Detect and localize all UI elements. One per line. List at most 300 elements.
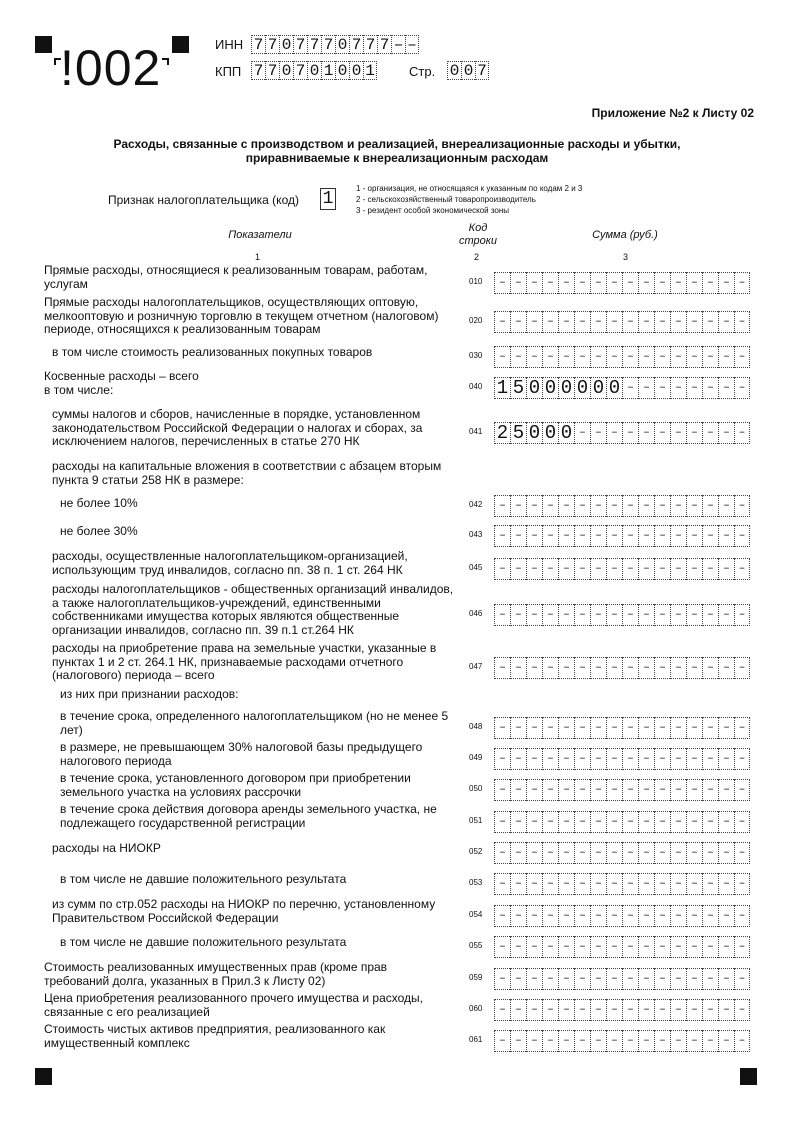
- amount-digit-cell[interactable]: –: [734, 748, 750, 770]
- amount-digit-cell[interactable]: –: [494, 1030, 510, 1052]
- amount-digit-cell[interactable]: –: [494, 604, 510, 626]
- amount-digit-cell[interactable]: –: [542, 311, 558, 333]
- amount-digit-cell[interactable]: –: [526, 842, 542, 864]
- amount-digit-cell[interactable]: –: [686, 811, 702, 833]
- amount-digit-cell[interactable]: –: [510, 936, 526, 958]
- digit-cell[interactable]: 0: [349, 61, 363, 80]
- amount-digit-cell[interactable]: –: [574, 272, 590, 294]
- amount-digit-cell[interactable]: –: [638, 936, 654, 958]
- amount-field[interactable]: [494, 905, 750, 927]
- amount-digit-cell[interactable]: –: [574, 936, 590, 958]
- amount-digit-cell[interactable]: –: [510, 657, 526, 679]
- kpp-field[interactable]: [251, 61, 377, 80]
- amount-digit-cell[interactable]: –: [718, 717, 734, 739]
- amount-digit-cell[interactable]: –: [574, 968, 590, 990]
- amount-field[interactable]: [494, 779, 750, 801]
- amount-digit-cell[interactable]: –: [702, 905, 718, 927]
- amount-digit-cell[interactable]: –: [638, 905, 654, 927]
- amount-digit-cell[interactable]: –: [734, 558, 750, 580]
- amount-digit-cell[interactable]: –: [558, 525, 574, 547]
- amount-digit-cell[interactable]: –: [654, 873, 670, 895]
- digit-cell[interactable]: 7: [251, 61, 265, 80]
- amount-digit-cell[interactable]: –: [734, 1030, 750, 1052]
- amount-digit-cell[interactable]: –: [606, 936, 622, 958]
- amount-digit-cell[interactable]: –: [702, 558, 718, 580]
- amount-digit-cell[interactable]: –: [606, 558, 622, 580]
- amount-digit-cell[interactable]: –: [558, 346, 574, 368]
- amount-field[interactable]: [494, 311, 750, 333]
- amount-digit-cell[interactable]: –: [606, 873, 622, 895]
- amount-digit-cell[interactable]: 5: [510, 377, 526, 399]
- amount-digit-cell[interactable]: –: [654, 495, 670, 517]
- amount-digit-cell[interactable]: –: [494, 558, 510, 580]
- amount-digit-cell[interactable]: –: [702, 779, 718, 801]
- amount-digit-cell[interactable]: –: [558, 842, 574, 864]
- amount-digit-cell[interactable]: –: [606, 495, 622, 517]
- amount-digit-cell[interactable]: –: [654, 748, 670, 770]
- amount-digit-cell[interactable]: –: [670, 717, 686, 739]
- amount-digit-cell[interactable]: –: [510, 873, 526, 895]
- amount-digit-cell[interactable]: –: [622, 905, 638, 927]
- amount-digit-cell[interactable]: –: [558, 604, 574, 626]
- amount-digit-cell[interactable]: –: [574, 495, 590, 517]
- amount-digit-cell[interactable]: –: [638, 272, 654, 294]
- amount-digit-cell[interactable]: –: [622, 346, 638, 368]
- amount-digit-cell[interactable]: –: [526, 604, 542, 626]
- amount-digit-cell[interactable]: –: [510, 779, 526, 801]
- amount-digit-cell[interactable]: –: [702, 1030, 718, 1052]
- amount-digit-cell[interactable]: –: [718, 968, 734, 990]
- amount-digit-cell[interactable]: –: [686, 748, 702, 770]
- amount-digit-cell[interactable]: –: [590, 748, 606, 770]
- amount-digit-cell[interactable]: –: [574, 558, 590, 580]
- amount-digit-cell[interactable]: –: [622, 748, 638, 770]
- amount-digit-cell[interactable]: –: [526, 272, 542, 294]
- amount-digit-cell[interactable]: –: [670, 873, 686, 895]
- digit-cell[interactable]: 0: [335, 35, 349, 54]
- amount-digit-cell[interactable]: –: [734, 604, 750, 626]
- amount-digit-cell[interactable]: –: [702, 604, 718, 626]
- amount-digit-cell[interactable]: –: [510, 811, 526, 833]
- amount-digit-cell[interactable]: –: [526, 999, 542, 1021]
- amount-digit-cell[interactable]: –: [670, 604, 686, 626]
- amount-digit-cell[interactable]: –: [702, 525, 718, 547]
- amount-digit-cell[interactable]: –: [718, 748, 734, 770]
- amount-digit-cell[interactable]: –: [638, 311, 654, 333]
- amount-digit-cell[interactable]: –: [718, 905, 734, 927]
- amount-digit-cell[interactable]: –: [686, 936, 702, 958]
- amount-digit-cell[interactable]: –: [590, 1030, 606, 1052]
- amount-digit-cell[interactable]: –: [638, 657, 654, 679]
- amount-digit-cell[interactable]: –: [558, 779, 574, 801]
- amount-digit-cell[interactable]: –: [654, 936, 670, 958]
- amount-digit-cell[interactable]: –: [638, 779, 654, 801]
- amount-digit-cell[interactable]: –: [622, 422, 638, 444]
- amount-digit-cell[interactable]: –: [494, 999, 510, 1021]
- amount-digit-cell[interactable]: –: [638, 811, 654, 833]
- amount-digit-cell[interactable]: –: [606, 999, 622, 1021]
- amount-digit-cell[interactable]: –: [558, 811, 574, 833]
- digit-cell[interactable]: 7: [265, 61, 279, 80]
- amount-digit-cell[interactable]: –: [622, 811, 638, 833]
- amount-digit-cell[interactable]: –: [526, 1030, 542, 1052]
- amount-digit-cell[interactable]: –: [638, 346, 654, 368]
- digit-cell[interactable]: 1: [363, 61, 377, 80]
- amount-digit-cell[interactable]: –: [558, 558, 574, 580]
- amount-digit-cell[interactable]: –: [702, 377, 718, 399]
- amount-digit-cell[interactable]: –: [622, 717, 638, 739]
- amount-digit-cell[interactable]: –: [606, 842, 622, 864]
- amount-digit-cell[interactable]: –: [718, 811, 734, 833]
- amount-field[interactable]: [494, 422, 750, 444]
- amount-digit-cell[interactable]: –: [654, 346, 670, 368]
- amount-digit-cell[interactable]: –: [526, 873, 542, 895]
- amount-digit-cell[interactable]: –: [574, 748, 590, 770]
- amount-field[interactable]: [494, 717, 750, 739]
- amount-digit-cell[interactable]: –: [574, 311, 590, 333]
- amount-digit-cell[interactable]: –: [526, 968, 542, 990]
- amount-digit-cell[interactable]: –: [622, 377, 638, 399]
- amount-digit-cell[interactable]: –: [718, 1030, 734, 1052]
- amount-digit-cell[interactable]: –: [702, 748, 718, 770]
- amount-digit-cell[interactable]: –: [622, 311, 638, 333]
- amount-digit-cell[interactable]: –: [510, 748, 526, 770]
- amount-field[interactable]: [494, 842, 750, 864]
- amount-digit-cell[interactable]: –: [590, 558, 606, 580]
- amount-digit-cell[interactable]: –: [590, 968, 606, 990]
- amount-field[interactable]: [494, 936, 750, 958]
- amount-digit-cell[interactable]: –: [606, 748, 622, 770]
- amount-digit-cell[interactable]: –: [638, 717, 654, 739]
- amount-digit-cell[interactable]: –: [718, 558, 734, 580]
- amount-digit-cell[interactable]: –: [542, 748, 558, 770]
- amount-digit-cell[interactable]: –: [734, 968, 750, 990]
- amount-digit-cell[interactable]: –: [526, 811, 542, 833]
- amount-digit-cell[interactable]: –: [622, 936, 638, 958]
- amount-digit-cell[interactable]: –: [734, 422, 750, 444]
- amount-digit-cell[interactable]: –: [574, 779, 590, 801]
- amount-digit-cell[interactable]: –: [638, 377, 654, 399]
- amount-digit-cell[interactable]: –: [654, 779, 670, 801]
- amount-digit-cell[interactable]: –: [670, 657, 686, 679]
- amount-digit-cell[interactable]: –: [702, 999, 718, 1021]
- digit-cell[interactable]: 0: [307, 61, 321, 80]
- amount-digit-cell[interactable]: –: [494, 272, 510, 294]
- amount-digit-cell[interactable]: –: [702, 873, 718, 895]
- amount-digit-cell[interactable]: –: [590, 272, 606, 294]
- amount-digit-cell[interactable]: –: [686, 657, 702, 679]
- amount-digit-cell[interactable]: –: [718, 525, 734, 547]
- amount-digit-cell[interactable]: –: [654, 657, 670, 679]
- amount-field[interactable]: [494, 377, 750, 399]
- digit-cell[interactable]: 0: [335, 61, 349, 80]
- amount-digit-cell[interactable]: –: [638, 968, 654, 990]
- amount-digit-cell[interactable]: –: [590, 811, 606, 833]
- amount-digit-cell[interactable]: –: [718, 657, 734, 679]
- amount-digit-cell[interactable]: –: [510, 311, 526, 333]
- amount-digit-cell[interactable]: –: [574, 905, 590, 927]
- amount-field[interactable]: [494, 558, 750, 580]
- amount-digit-cell[interactable]: –: [718, 779, 734, 801]
- amount-digit-cell[interactable]: –: [526, 657, 542, 679]
- amount-digit-cell[interactable]: –: [590, 604, 606, 626]
- amount-digit-cell[interactable]: –: [622, 1030, 638, 1052]
- amount-digit-cell[interactable]: –: [590, 346, 606, 368]
- amount-digit-cell[interactable]: –: [606, 422, 622, 444]
- amount-digit-cell[interactable]: 0: [606, 377, 622, 399]
- amount-digit-cell[interactable]: –: [622, 657, 638, 679]
- digit-cell[interactable]: 7: [293, 35, 307, 54]
- amount-digit-cell[interactable]: –: [670, 311, 686, 333]
- amount-digit-cell[interactable]: –: [670, 968, 686, 990]
- amount-digit-cell[interactable]: –: [654, 842, 670, 864]
- amount-digit-cell[interactable]: –: [526, 346, 542, 368]
- amount-digit-cell[interactable]: –: [670, 779, 686, 801]
- digit-cell[interactable]: –: [405, 35, 419, 54]
- amount-digit-cell[interactable]: –: [734, 873, 750, 895]
- amount-digit-cell[interactable]: –: [574, 422, 590, 444]
- amount-digit-cell[interactable]: –: [558, 1030, 574, 1052]
- amount-digit-cell[interactable]: –: [542, 346, 558, 368]
- amount-digit-cell[interactable]: –: [590, 495, 606, 517]
- amount-digit-cell[interactable]: –: [686, 842, 702, 864]
- amount-digit-cell[interactable]: –: [718, 604, 734, 626]
- amount-digit-cell[interactable]: –: [494, 811, 510, 833]
- amount-digit-cell[interactable]: 0: [526, 422, 542, 444]
- amount-digit-cell[interactable]: –: [542, 905, 558, 927]
- amount-digit-cell[interactable]: –: [558, 999, 574, 1021]
- amount-digit-cell[interactable]: –: [718, 377, 734, 399]
- amount-digit-cell[interactable]: –: [654, 717, 670, 739]
- amount-digit-cell[interactable]: –: [654, 377, 670, 399]
- amount-digit-cell[interactable]: –: [558, 657, 574, 679]
- amount-digit-cell[interactable]: –: [526, 525, 542, 547]
- amount-digit-cell[interactable]: –: [494, 842, 510, 864]
- amount-field[interactable]: [494, 873, 750, 895]
- amount-digit-cell[interactable]: –: [510, 558, 526, 580]
- amount-digit-cell[interactable]: –: [702, 346, 718, 368]
- amount-digit-cell[interactable]: –: [654, 272, 670, 294]
- amount-digit-cell[interactable]: –: [574, 811, 590, 833]
- amount-digit-cell[interactable]: –: [686, 377, 702, 399]
- amount-digit-cell[interactable]: 0: [574, 377, 590, 399]
- amount-digit-cell[interactable]: –: [702, 811, 718, 833]
- amount-digit-cell[interactable]: –: [702, 657, 718, 679]
- amount-digit-cell[interactable]: –: [542, 936, 558, 958]
- amount-digit-cell[interactable]: –: [718, 999, 734, 1021]
- digit-cell[interactable]: 0: [279, 35, 293, 54]
- amount-digit-cell[interactable]: –: [558, 311, 574, 333]
- amount-digit-cell[interactable]: –: [638, 999, 654, 1021]
- amount-digit-cell[interactable]: –: [526, 311, 542, 333]
- amount-digit-cell[interactable]: –: [494, 905, 510, 927]
- amount-digit-cell[interactable]: –: [542, 968, 558, 990]
- amount-digit-cell[interactable]: –: [686, 968, 702, 990]
- amount-digit-cell[interactable]: –: [606, 779, 622, 801]
- amount-digit-cell[interactable]: –: [718, 422, 734, 444]
- amount-digit-cell[interactable]: –: [670, 905, 686, 927]
- amount-digit-cell[interactable]: –: [494, 495, 510, 517]
- amount-digit-cell[interactable]: 0: [526, 377, 542, 399]
- amount-digit-cell[interactable]: –: [670, 999, 686, 1021]
- amount-digit-cell[interactable]: –: [574, 717, 590, 739]
- amount-digit-cell[interactable]: –: [590, 999, 606, 1021]
- digit-cell[interactable]: 7: [363, 35, 377, 54]
- amount-digit-cell[interactable]: –: [734, 272, 750, 294]
- amount-digit-cell[interactable]: –: [494, 657, 510, 679]
- amount-digit-cell[interactable]: –: [686, 558, 702, 580]
- amount-digit-cell[interactable]: –: [654, 968, 670, 990]
- amount-digit-cell[interactable]: –: [606, 346, 622, 368]
- amount-digit-cell[interactable]: –: [734, 311, 750, 333]
- amount-field[interactable]: [494, 272, 750, 294]
- amount-digit-cell[interactable]: –: [686, 1030, 702, 1052]
- amount-digit-cell[interactable]: –: [590, 717, 606, 739]
- amount-field[interactable]: [494, 968, 750, 990]
- amount-field[interactable]: [494, 657, 750, 679]
- amount-digit-cell[interactable]: –: [622, 842, 638, 864]
- taxpayer-code-field[interactable]: 1: [320, 188, 336, 210]
- amount-digit-cell[interactable]: –: [686, 525, 702, 547]
- digit-cell[interactable]: 0: [461, 61, 475, 80]
- amount-digit-cell[interactable]: –: [686, 272, 702, 294]
- amount-digit-cell[interactable]: –: [734, 999, 750, 1021]
- amount-digit-cell[interactable]: –: [622, 873, 638, 895]
- amount-digit-cell[interactable]: –: [670, 525, 686, 547]
- amount-digit-cell[interactable]: –: [510, 905, 526, 927]
- amount-digit-cell[interactable]: 2: [494, 422, 510, 444]
- amount-digit-cell[interactable]: –: [654, 422, 670, 444]
- digit-cell[interactable]: 7: [321, 35, 335, 54]
- amount-digit-cell[interactable]: –: [702, 272, 718, 294]
- amount-digit-cell[interactable]: –: [542, 525, 558, 547]
- amount-digit-cell[interactable]: –: [622, 779, 638, 801]
- amount-digit-cell[interactable]: –: [494, 346, 510, 368]
- amount-digit-cell[interactable]: –: [574, 346, 590, 368]
- amount-digit-cell[interactable]: –: [558, 873, 574, 895]
- amount-digit-cell[interactable]: –: [638, 842, 654, 864]
- digit-cell[interactable]: 1: [321, 61, 335, 80]
- amount-digit-cell[interactable]: –: [606, 717, 622, 739]
- amount-digit-cell[interactable]: –: [542, 779, 558, 801]
- amount-digit-cell[interactable]: –: [670, 346, 686, 368]
- amount-digit-cell[interactable]: 0: [558, 377, 574, 399]
- digit-cell[interactable]: 7: [307, 35, 321, 54]
- inn-field[interactable]: [251, 35, 419, 54]
- amount-digit-cell[interactable]: –: [734, 936, 750, 958]
- amount-digit-cell[interactable]: –: [638, 525, 654, 547]
- amount-digit-cell[interactable]: –: [590, 905, 606, 927]
- amount-digit-cell[interactable]: –: [606, 905, 622, 927]
- amount-digit-cell[interactable]: –: [558, 272, 574, 294]
- amount-digit-cell[interactable]: –: [686, 422, 702, 444]
- amount-digit-cell[interactable]: 0: [542, 422, 558, 444]
- digit-cell[interactable]: 7: [251, 35, 265, 54]
- amount-digit-cell[interactable]: –: [606, 968, 622, 990]
- digit-cell[interactable]: 7: [349, 35, 363, 54]
- amount-digit-cell[interactable]: –: [590, 525, 606, 547]
- amount-digit-cell[interactable]: –: [622, 999, 638, 1021]
- amount-field[interactable]: [494, 604, 750, 626]
- digit-cell[interactable]: 7: [265, 35, 279, 54]
- amount-digit-cell[interactable]: –: [702, 422, 718, 444]
- amount-digit-cell[interactable]: –: [734, 842, 750, 864]
- amount-digit-cell[interactable]: –: [654, 604, 670, 626]
- amount-digit-cell[interactable]: –: [574, 842, 590, 864]
- amount-digit-cell[interactable]: –: [542, 811, 558, 833]
- digit-cell[interactable]: 7: [377, 35, 391, 54]
- amount-digit-cell[interactable]: –: [702, 968, 718, 990]
- amount-digit-cell[interactable]: –: [638, 748, 654, 770]
- amount-digit-cell[interactable]: –: [686, 311, 702, 333]
- amount-digit-cell[interactable]: –: [654, 1030, 670, 1052]
- amount-digit-cell[interactable]: –: [510, 717, 526, 739]
- amount-digit-cell[interactable]: –: [510, 1030, 526, 1052]
- amount-digit-cell[interactable]: –: [542, 604, 558, 626]
- amount-digit-cell[interactable]: –: [526, 717, 542, 739]
- amount-digit-cell[interactable]: 0: [542, 377, 558, 399]
- amount-digit-cell[interactable]: –: [510, 604, 526, 626]
- amount-digit-cell[interactable]: –: [494, 873, 510, 895]
- amount-digit-cell[interactable]: –: [734, 377, 750, 399]
- amount-digit-cell[interactable]: –: [558, 968, 574, 990]
- amount-digit-cell[interactable]: –: [734, 657, 750, 679]
- amount-digit-cell[interactable]: –: [734, 905, 750, 927]
- amount-digit-cell[interactable]: –: [670, 1030, 686, 1052]
- amount-digit-cell[interactable]: –: [542, 558, 558, 580]
- amount-digit-cell[interactable]: –: [542, 657, 558, 679]
- amount-digit-cell[interactable]: –: [510, 346, 526, 368]
- amount-digit-cell[interactable]: –: [510, 525, 526, 547]
- amount-digit-cell[interactable]: –: [526, 748, 542, 770]
- amount-digit-cell[interactable]: –: [670, 422, 686, 444]
- amount-digit-cell[interactable]: 1: [494, 377, 510, 399]
- amount-digit-cell[interactable]: –: [494, 936, 510, 958]
- amount-digit-cell[interactable]: –: [718, 495, 734, 517]
- amount-digit-cell[interactable]: –: [734, 495, 750, 517]
- amount-digit-cell[interactable]: –: [606, 811, 622, 833]
- amount-digit-cell[interactable]: –: [702, 311, 718, 333]
- amount-digit-cell[interactable]: –: [606, 604, 622, 626]
- amount-digit-cell[interactable]: –: [670, 811, 686, 833]
- amount-digit-cell[interactable]: –: [638, 558, 654, 580]
- amount-digit-cell[interactable]: –: [622, 968, 638, 990]
- amount-digit-cell[interactable]: –: [718, 936, 734, 958]
- amount-digit-cell[interactable]: –: [558, 495, 574, 517]
- amount-digit-cell[interactable]: –: [510, 495, 526, 517]
- amount-digit-cell[interactable]: –: [702, 495, 718, 517]
- amount-digit-cell[interactable]: 5: [510, 422, 526, 444]
- amount-digit-cell[interactable]: –: [718, 311, 734, 333]
- amount-digit-cell[interactable]: –: [494, 311, 510, 333]
- amount-digit-cell[interactable]: –: [494, 717, 510, 739]
- amount-field[interactable]: [494, 346, 750, 368]
- amount-digit-cell[interactable]: –: [686, 873, 702, 895]
- digit-cell[interactable]: 0: [447, 61, 461, 80]
- amount-digit-cell[interactable]: –: [606, 1030, 622, 1052]
- amount-field[interactable]: [494, 495, 750, 517]
- amount-digit-cell[interactable]: –: [606, 272, 622, 294]
- amount-digit-cell[interactable]: –: [606, 311, 622, 333]
- amount-digit-cell[interactable]: –: [574, 1030, 590, 1052]
- digit-cell[interactable]: –: [391, 35, 405, 54]
- digit-cell[interactable]: 7: [293, 61, 307, 80]
- amount-digit-cell[interactable]: –: [542, 842, 558, 864]
- digit-cell[interactable]: 7: [475, 61, 489, 80]
- amount-digit-cell[interactable]: –: [638, 873, 654, 895]
- amount-digit-cell[interactable]: –: [590, 422, 606, 444]
- amount-digit-cell[interactable]: –: [670, 377, 686, 399]
